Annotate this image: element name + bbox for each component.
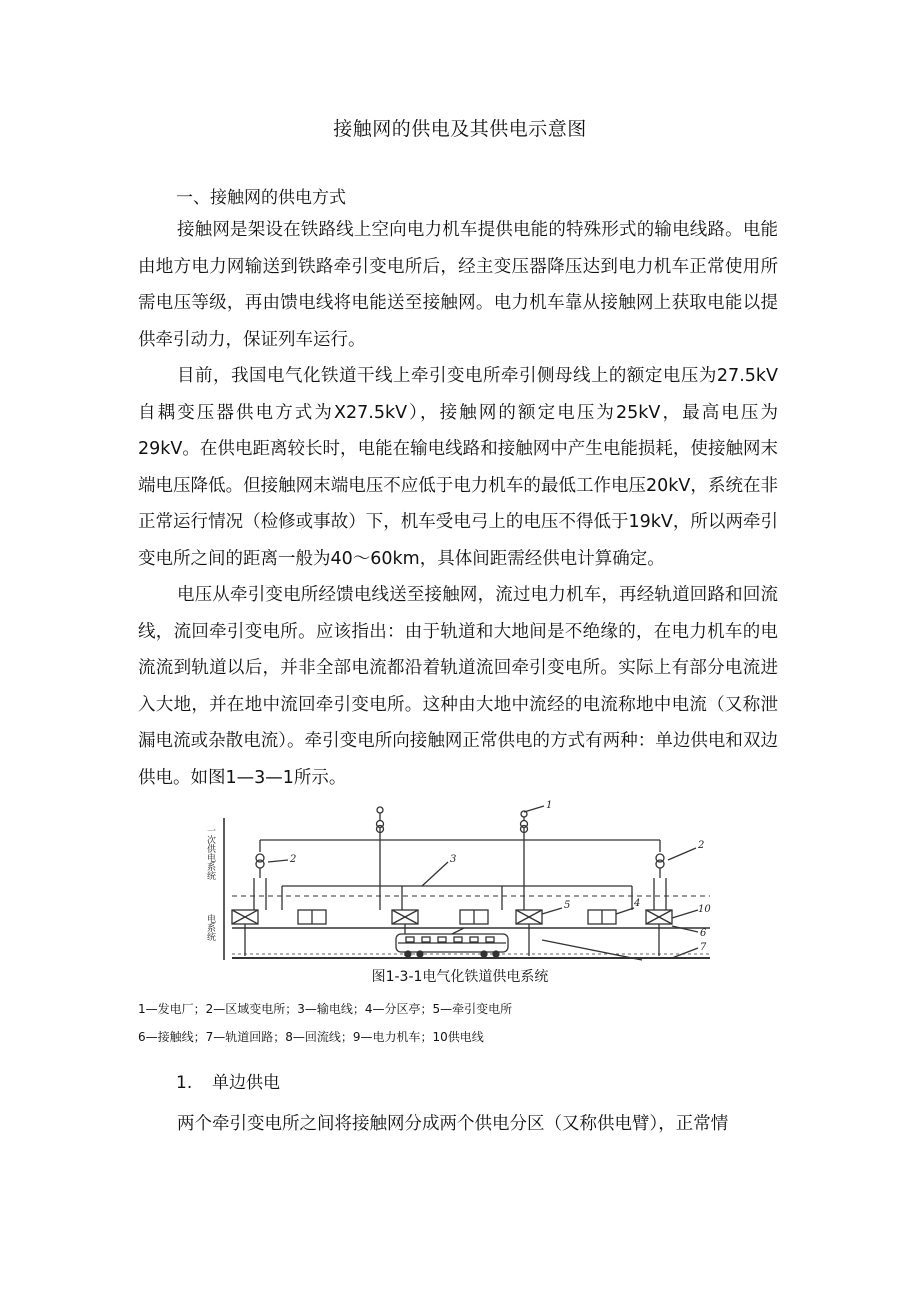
figure-caption: 图1-3-1电气化铁道供电系统 — [371, 969, 549, 985]
label-1: 1 — [546, 800, 553, 811]
figure-legend-line-2: 6—接触线；7—轨道回路；8—回流线；9—电力机车；10供电线 — [138, 1030, 484, 1044]
label-4: 4 — [634, 898, 641, 909]
side-label-top: 一次供电系统 — [205, 826, 215, 880]
figure-legend-line-1: 1—发电厂；2—区域变电所；3—输电线；4—分区亭；5—牵引变电所 — [138, 1002, 513, 1016]
page-title: 接触网的供电及其供电示意图 — [333, 118, 587, 140]
paragraph-4: 两个牵引变电所之间将接触网分成两个供电分区（又称供电臂），正常情 — [177, 1114, 729, 1134]
subsection-number: 1. — [176, 1073, 193, 1093]
label-10: 10 — [698, 904, 711, 915]
diagram-svg — [202, 800, 718, 968]
side-label-bottom: 电系统 — [205, 914, 215, 941]
section-heading: 一、接触网的供电方式 — [176, 188, 346, 208]
subsection-label: 单边供电 — [212, 1073, 280, 1093]
label-3: 3 — [450, 854, 457, 865]
paragraph-1: 接触网是架设在铁路线上空向电力机车提供电能的特殊形式的输电线路。电能由地方电力网输送到铁路牵引变电所后，经主变压器降压达到电力机车正常使用所需电压等级，再由馈电线将电能送至接触网。电力机车靠从接触网上获取电能以提供牵引动力，保证列车运行。 — [138, 220, 778, 350]
label-2-right: 2 — [698, 840, 705, 851]
label-6: 6 — [700, 928, 707, 939]
paragraph-2: 目前，我国电气化铁道干线上牵引变电所牵引侧母线上的额定电压为27.5kV自耦变压器供电方式为X27.5kV），接触网的额定电压为25kV，最高电压为29kV。在供电距离较长时，电能在输电线路和接触网中产生电能损耗，使接触网末端电压降低。但接触网末端电压不应低于电力机车的最低工作电压20kV，系统在非正常运行情况（检修或事故）下，机车受电弓上的电压不得低于19kV，所以两牵引变电所之间的距离一般为40～60km，具体间距需经供电计算确定。 — [138, 366, 778, 569]
paragraph-3: 电压从牵引变电所经馈电线送至接触网，流过电力机车，再经轨道回路和回流线，流回牵引变电所。应该指出：由于轨道和大地间是不绝缘的，在电力机车的电流流到轨道以后，并非全部电流都沿着轨道流回牵引变电所。实际上有部分电流进入大地，并在地中流回牵引变电所。这种由大地中流经的电流称地中电流（又称泄漏电流或杂散电流）。牵引变电所向接触网正常供电的方式有两种：单边供电和双边供电。如图1—3—1所示。 — [138, 585, 778, 788]
label-5: 5 — [564, 900, 571, 911]
subsection-heading — [176, 1068, 280, 1093]
label-2-left: 2 — [290, 854, 297, 865]
label-7: 7 — [700, 942, 707, 953]
power-supply-diagram — [202, 800, 718, 968]
